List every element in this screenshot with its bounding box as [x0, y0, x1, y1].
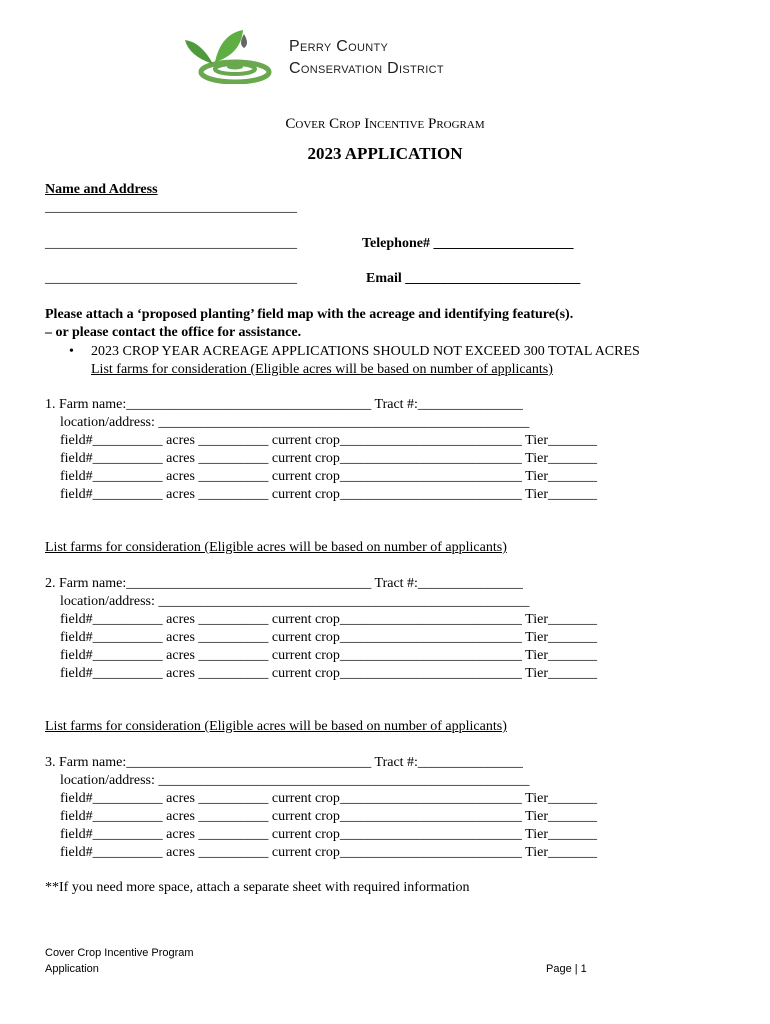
- farm-1-field-row-3[interactable]: field#__________ acres __________ current crop__________________________ Tier_______: [60, 469, 597, 484]
- page-title: 2023 APPLICATION: [307, 144, 463, 163]
- farm-2-location-field[interactable]: location/address: _____________________________________________________: [60, 594, 530, 609]
- farm-3-field-row-3[interactable]: field#__________ acres __________ current crop__________________________ Tier_______: [60, 827, 597, 842]
- leaf-water-logo-icon: [183, 28, 283, 84]
- program-heading: Cover Crop Incentive Program: [285, 116, 485, 132]
- farm-2-field-row-4[interactable]: field#__________ acres __________ current crop__________________________ Tier_______: [60, 666, 597, 681]
- farm-1-field-row-4[interactable]: field#__________ acres __________ current crop__________________________ Tier_______: [60, 487, 597, 502]
- list-farms-note: List farms for consideration (Eligible acres will be based on number of applicants): [91, 362, 553, 377]
- farm-1-field-row-2[interactable]: field#__________ acres __________ current crop__________________________ Tier_______: [60, 451, 597, 466]
- name-address-label: Name and Address: [45, 182, 158, 197]
- farm-1-location-field[interactable]: location/address: _____________________________________________________: [60, 415, 530, 430]
- farm-3-field-row-4[interactable]: field#__________ acres __________ current crop__________________________ Tier_______: [60, 845, 597, 860]
- name-address-line-2[interactable]: ____________________________________: [45, 236, 297, 251]
- telephone-field[interactable]: Telephone# ____________________: [362, 236, 574, 251]
- acreage-limit-note: 2023 CROP YEAR ACREAGE APPLICATIONS SHOULD NOT EXCEED 300 TOTAL ACRES: [91, 344, 640, 359]
- footer-application: Application: [45, 963, 99, 975]
- org-name-line2: Conservation District: [289, 60, 444, 77]
- farm-3-location-field[interactable]: location/address: _____________________________________________________: [60, 773, 530, 788]
- page-number: Page | 1: [546, 963, 587, 975]
- farm-1-name-field[interactable]: 1. Farm name:___________________________________ Tract #:_______________: [45, 397, 523, 412]
- footer-program: Cover Crop Incentive Program: [45, 947, 194, 959]
- farm-2-field-row-3[interactable]: field#__________ acres __________ current crop__________________________ Tier_______: [60, 648, 597, 663]
- farm-2-field-row-2[interactable]: field#__________ acres __________ current crop__________________________ Tier_______: [60, 630, 597, 645]
- farm-2-field-row-1[interactable]: field#__________ acres __________ current crop__________________________ Tier_______: [60, 612, 597, 627]
- list-farms-heading-2: List farms for consideration (Eligible acres will be based on number of applicants): [45, 540, 507, 555]
- map-instruction: Please attach a ‘proposed planting’ field map with the acreage and identifying feature(s).: [45, 307, 574, 322]
- bullet-icon: •: [69, 344, 74, 359]
- extra-space-note: **If you need more space, attach a separate sheet with required information: [45, 880, 470, 895]
- name-address-line-3[interactable]: ____________________________________: [45, 271, 297, 286]
- name-address-line-1[interactable]: ____________________________________: [45, 200, 297, 215]
- contact-office-note: – or please contact the office for assistance.: [45, 325, 302, 340]
- org-name-line1: Perry County: [289, 38, 389, 55]
- farm-3-field-row-2[interactable]: field#__________ acres __________ current crop__________________________ Tier_______: [60, 809, 597, 824]
- email-field[interactable]: Email _________________________: [366, 271, 581, 286]
- list-farms-heading-3: List farms for consideration (Eligible acres will be based on number of applicants): [45, 719, 507, 734]
- farm-3-name-field[interactable]: 3. Farm name:___________________________________ Tract #:_______________: [45, 755, 523, 770]
- farm-3-field-row-1[interactable]: field#__________ acres __________ current crop__________________________ Tier_______: [60, 791, 597, 806]
- farm-1-field-row-1[interactable]: field#__________ acres __________ current crop__________________________ Tier_______: [60, 433, 597, 448]
- farm-2-name-field[interactable]: 2. Farm name:___________________________________ Tract #:_______________: [45, 576, 523, 591]
